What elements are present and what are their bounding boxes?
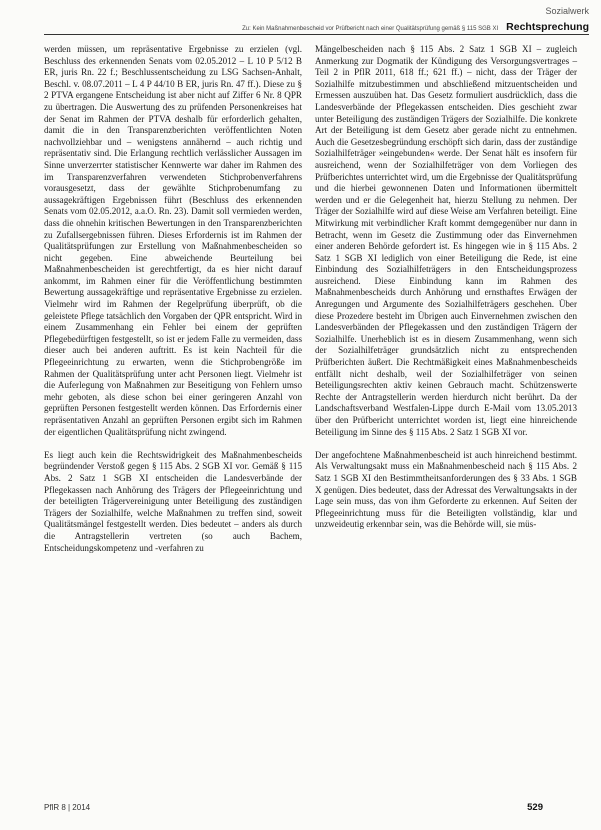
- right-paragraph-2: Der angefochtene Maßnahmenbescheid ist auch hinreichend bestimmt. Als Verwaltungsakt muss ein Maßnahmenbescheid nach § 115 Abs. 2 Satz 1 SGB XI den Bestimmtheitsanforderungen des § 33 Abs. 1 SGB X genügen. Dies bedeutet, dass der Adressat des Verwaltungsakts in der Lage sein muss, das von ihm Geforderte zu erkennen. Auf Seiten der Pflegeeinrichtung muss für die Beteiligten vollständig, klar und unzweideutig erkennbar sein, was die Behörde will, sie müs-: [315, 449, 577, 530]
- section-tag: Sozialwerk: [545, 6, 589, 16]
- right-paragraph-1: Mängelbescheiden nach § 115 Abs. 2 Satz 1 SGB XI – zugleich Anmerkung zur Dogmatik der Kündigung des Versorgungsvertrages – Teil 2 in PflR 2011, 618 ff.; 621 ff.) – nicht, dass der Träger der Sozialhilfe mitzubestimmen und abschließend mitzuentscheiden und Ermessen auszuüben hat. Das Gesetz formuliert ausdrücklich, dass die Landesverbände der Pflegekassen entscheiden. Dies geschieht zwar unter Beteiligung des zuständigen Trägers der Sozialhilfe. Die konkrete Art der Beteiligung ist dem Gesetz aber gerade nicht zu entnehmen. Auch die Gesetzesbegründung erschöpft sich darin, dass der zuständige Sozialhilfeträger »eingebunden« werde. Der Senat hält es insofern für ausreichend, wenn der Sozialhilfeträger von dem Vorliegen des Prüfberichtes unterrichtet wird, um die Ergebnisse der Qualitätsprüfung und die hierbei gewonnenen Daten und Informationen übermittelt werden und er die Gelegenheit hat, hierzu Stellung zu nehmen. Der Träger der Sozialhilfe wird auf diese Weise am Verfahren beteiligt. Eine Mitwirkung mit verbindlicher Kraft kommt demgegenüber nur dann in Betracht, wenn im Gesetz die Zustimmung oder das Einvernehmen einer anderen Behörde gefordert ist. Es hingegen wie in § 115 Abs. 2 Satz 1 SGB XI lediglich von einer Beteiligung die Rede, ist eine Einbindung des Sozialhilfeträgers in den Entscheidungsprozess ausreichend. Diese Einbindung kann im Rahmen des Maßnahmenbescheids durch Anhörung und ernsthaftes Erwägen der Anregungen und Argumente des Sozialhilfeträgers geschehen. Über diese Prozedere besteht im Übrigen auch Einvernehmen zwischen den Landesverbänden der Pflegekassen und den zuständigen Trägern der Sozialhilfe. Unerheblich ist es in diesem Zusammenhang, wenn sich der Sozialhilfeträger grundsätzlich nicht zu entsprechenden Prüfberichten äußert. Die Rechtmäßigkeit eines Maßnahmenbescheids entfällt nicht deshalb, weil der Sozialhilfeträger von seinen Beteiligungsrechten aktiv keinen Gebrauch macht. Schützenswerte Rechte der Antragstellerin werden hierdurch nicht berührt. Da der Landschaftsverband Westfalen-Lippe durch E-Mail vom 13.05.2013 über den Prüfbericht unterrichtet worden ist, liegt eine hinreichende Beteiligung im Sinne des § 115 Abs. 2 Satz 1 SGB XI vor.: [315, 44, 577, 437]
- left-column: [44, 44, 302, 566]
- left-paragraph-2: Es liegt auch kein die Rechtswidrigkeit des Maßnahmenbescheids begründender Verstoß gegen § 115 Abs. 2 SGB XI vor. Gemäß § 115 Abs. 2 Satz 1 SGB XI entscheiden die Landesverbände der Pflegekassen nach Anhörung des Trägers der Pflegeeinrichtung und der beteiligten Trägervereinigung unter Beteiligung des zuständigen Trägers der Sozialhilfe, welche Maßnahmen zu treffen sind, soweit Qualitätsmängel festgestellt werden. Dies bedeutet – anders als durch die Antragstellerin vertreten (so auch Bachem, Entscheidungskompetenz und -verfahren zu: [44, 449, 302, 553]
- header-section-title: Rechtsprechung: [506, 21, 589, 33]
- header-subtitle: Zu: Kein Maßnahmenbescheid vor Prüfbericht nach einer Qualitätsprüfung gemäß § 115 SGB XI: [242, 26, 499, 32]
- running-header: [44, 20, 589, 35]
- page-footer: [44, 800, 543, 814]
- journal-issue: PflR 8 | 2014: [44, 802, 91, 812]
- page-number: 529: [527, 801, 543, 813]
- left-paragraph-1: werden müssen, um repräsentative Ergebnisse zu erzielen (vgl. Beschluss des erkennenden Senats vom 02.05.2012 – L 10 P 5/12 B ER, juris Rn. 22 f.; Beschlussentscheidung zu LSG Sachsen-Anhalt, Beschl. v. 08.07.2011 – L 4 P 44/10 B ER, juris Rn. 47 ff.). Diese zu § 2 PTVA ergangene Entscheidung ist aber nicht auf Ziffer 6 Nr. 8 QPR zu übertragen. Die Auswertung des zu prüfenden Personenkreises hat der Senat im Rahmen der PTVA deshalb für erforderlich gehalten, damit die in den Transparenzberichten veröffentlichten Noten nachvollziehbar und – wenigstens annähernd – auch richtig und repräsentativ sind. Die Erlangung rechtlich verlässlicher Aussagen im Sinne unverzerrter statistischer Kennwerte war daher im Rahmen des im Transparenzverfahren verwendeten Stichprobenverfahrens vorausgesetzt, dass der gewählte Stichprobenumfang zu aussagekräftigen Ergebnissen führt (Beschluss des erkennenden Senats vom 02.05.2012, a.a.O. Rn. 23). Damit soll vermieden werden, dass die ohnehin kritischen Bewertungen in den Transparenzberichten zu Zufallsergebnissen führen. Dieses Erfordernis ist im Rahmen der Qualitätsprüfungen zur Erstellung von Maßnahmenbescheiden so nicht gegeben. Eine abweichende Beurteilung bei Maßnahmenbescheiden ist gerechtfertigt, da es hier nicht darauf ankommt, im Rahmen einer für die Veröffentlichung bestimmten Bewertung aussagekräftige und repräsentative Ergebnisse zu erzielen. Vielmehr wird im Rahmen der Regelprüfung überprüft, ob die geleistete Pflege tatsächlich den Vorgaben der QPR entspricht. Wird in einem Zusammenhang ein Fehler bei einem der geprüften Pflegebedürftigen festgestellt, so ist er jedem Falle zu vermeiden, dass dieser auch bei anderen auftritt. Es ist kein Nachteil für die Pflegeeinrichtung zu erwarten, wenn die Stichprobengröße im Rahmen der Qualitätsprüfung unter acht Personen liegt. Vielmehr ist die Auferlegung von Maßnahmen zur Beseitigung von Fehlern umso mehr geboten, als diese schon bei einer geringeren Anzahl von geprüften Personen festgestellt werden können. Das Erfordernis einer repräsentativen Anzahl an geprüften Personen ergibt sich im Rahmen der eigentlichen Qualitätsprüfung nicht zwingend.: [44, 44, 302, 437]
- right-column: [315, 44, 577, 543]
